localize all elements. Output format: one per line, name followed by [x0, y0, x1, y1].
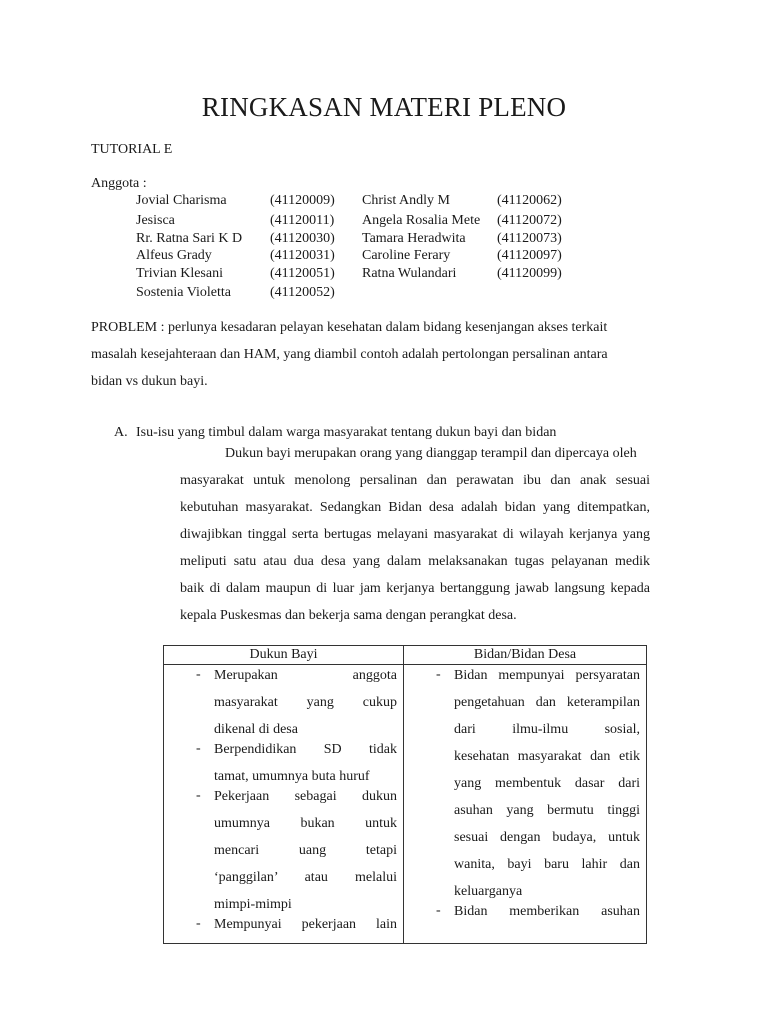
comparison-table [163, 645, 647, 944]
paragraph-line: kebutuhan masyarakat. Sedangkan Bidan desa adalah bidan yang ditempatkan, [180, 500, 650, 515]
member-id: (41120011) [270, 213, 335, 228]
section-a-marker: A. [114, 425, 128, 440]
paragraph-line: kepala Puskesmas dan bekerja sama dengan perangkat desa. [180, 608, 517, 623]
member-name: Trivian Klesani [136, 266, 223, 281]
paragraph-line: diwajibkan tinggal serta bertugas melayani masyarakat di wilayah kerjanya yang [180, 527, 650, 542]
list-item: - Berpendidikan SD tidak tamat, umumnya buta huruf [196, 741, 397, 784]
member-name: Jesisca [136, 213, 175, 228]
section-a-title: Isu-isu yang timbul dalam warga masyarakat tentang dukun bayi dan bidan [136, 425, 557, 440]
member-id: (41120030) [270, 231, 335, 246]
member-id: (41120051) [270, 266, 335, 281]
member-name: Caroline Ferary [362, 248, 451, 263]
anggota-label: Anggota : [91, 176, 147, 191]
paragraph-line: baik di dalam maupun di luar jam kerjanya bertanggung jawab langsung kepada [180, 581, 650, 596]
header-dukun-bayi: Dukun Bayi [164, 646, 404, 665]
cell-dukun-bayi [164, 665, 404, 944]
member-name: Jovial Charisma [136, 193, 227, 208]
list-item: - Mempunyai pekerjaan lain [196, 916, 397, 932]
member-name: Sostenia Violetta [136, 285, 231, 300]
member-row [0, 231, 768, 249]
member-row [0, 193, 768, 211]
table-row [164, 665, 647, 944]
member-name: Angela Rosalia Mete [362, 213, 481, 228]
member-id: (41120097) [497, 248, 562, 263]
problem-statement [91, 314, 665, 395]
list-item: - Merupakan anggota masyarakat yang cukup dikenal di desa [196, 667, 397, 737]
member-id: (41120009) [270, 193, 335, 208]
member-id: (41120062) [497, 193, 562, 208]
paragraph-line: meliputi satu atau dua desa yang dalam melaksanakan tugas pelayanan medik [180, 554, 650, 569]
table-header-row [164, 646, 647, 665]
section-a-paragraph [180, 440, 650, 629]
member-id: (41120073) [497, 231, 562, 246]
paragraph-line: Dukun bayi merupakan orang yang dianggap terampil dan dipercaya oleh [225, 446, 637, 461]
member-id: (41120052) [270, 285, 335, 300]
list-item: - Bidan mempunyai persyaratan pengetahuan dan keterampilan dari ilmu-ilmu sosial, kesehatan masyarakat dan etik yang membentuk dasar dari asuhan yang bermutu tinggi sesuai dengan budaya, untuk wanita, bayi baru lahir dan keluarganya [436, 667, 640, 899]
header-bidan-desa: Bidan/Bidan Desa [404, 646, 647, 665]
document-title: RINGKASAN MATERI PLENO [201, 92, 567, 122]
member-id: (41120072) [497, 213, 562, 228]
list-item: - Bidan memberikan asuhan [436, 903, 640, 919]
problem-line: PROBLEM : perlunya kesadaran pelayan kesehatan dalam bidang kesenjangan akses terkait [91, 320, 608, 335]
paragraph-line: masyarakat untuk menolong persalinan dan perawatan ibu dan anak sesuai [180, 473, 650, 488]
member-row [0, 248, 768, 266]
member-id: (41120099) [497, 266, 562, 281]
member-name: Christ Andly M [362, 193, 450, 208]
member-row [0, 285, 768, 303]
cell-bidan-desa [404, 665, 647, 944]
member-row [0, 266, 768, 284]
member-name: Tamara Heradwita [362, 231, 466, 246]
member-name: Ratna Wulandari [362, 266, 457, 281]
member-row [0, 213, 768, 231]
member-name: Alfeus Grady [136, 248, 212, 263]
member-id: (41120031) [270, 248, 335, 263]
member-name: Rr. Ratna Sari K D [136, 231, 243, 246]
tutorial-label: TUTORIAL E [91, 142, 173, 157]
problem-line: masalah kesejahteraan dan HAM, yang diambil contoh adalah pertolongan persalinan antara [91, 347, 608, 362]
list-item: - Pekerjaan sebagai dukun umumnya bukan untuk mencari uang tetapi ‘panggilan’ atau melalui mimpi-mimpi [196, 788, 397, 912]
problem-line: bidan vs dukun bayi. [91, 374, 208, 389]
